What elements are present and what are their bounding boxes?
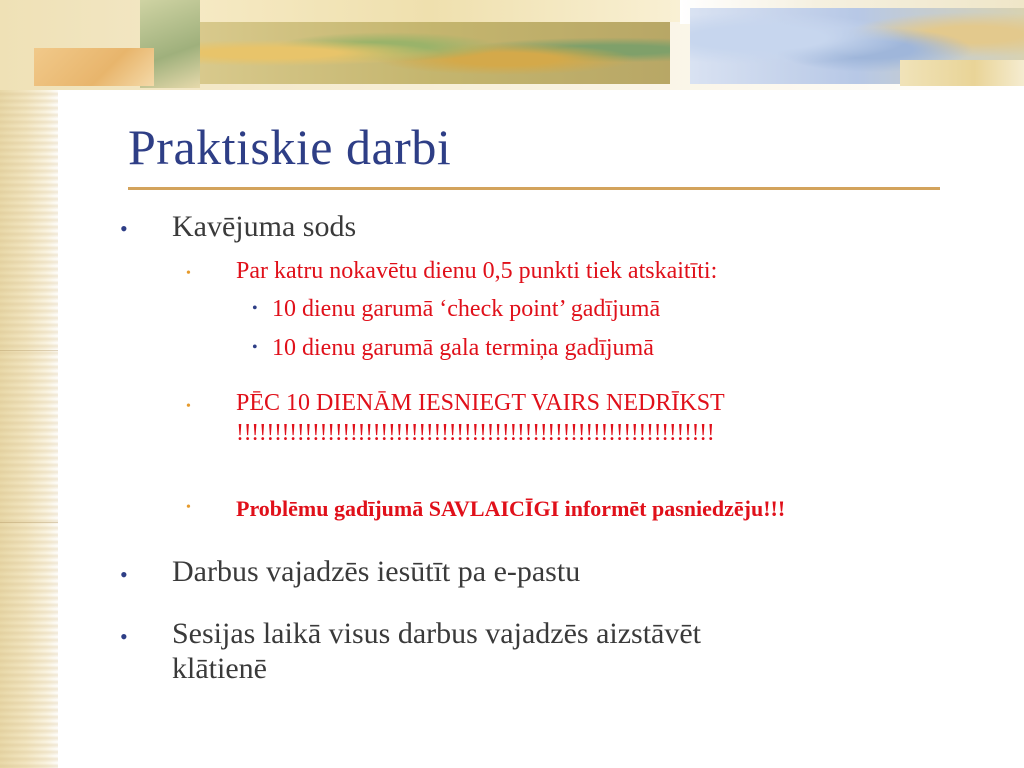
bullet-dot: • (120, 216, 128, 241)
bullet-dot: • (186, 500, 191, 515)
bullet-item: Problēmu gadījumā SAVLAICĪGI informēt pasniedzēju!!! (236, 496, 786, 521)
bullet-item: Kavējuma sods (172, 210, 357, 243)
bullet-dot: • (120, 624, 128, 649)
bullet-item-continuation: !!!!!!!!!!!!!!!!!!!!!!!!!!!!!!!!!!!!!!!!!!!!!!!!!!!!!!!!!!!!!!! (236, 420, 715, 446)
slide-title: Praktiskie darbi (128, 119, 452, 175)
bullet-item: Darbus vajadzēs iesūtīt pa e-pastu (172, 555, 581, 588)
bullet-item: 10 dienu garumā ‘check point’ gadījumā (272, 296, 661, 322)
bullet-dot: • (252, 339, 258, 356)
bullet-dot: • (120, 562, 128, 587)
bullet-dot: • (186, 266, 191, 281)
bullet-dot: • (186, 399, 191, 414)
bullet-item: 10 dienu garumā gala termiņa gadījumā (272, 335, 654, 361)
bullet-dot: • (252, 300, 258, 317)
bullet-item: Par katru nokavētu dienu 0,5 punkti tiek atskaitīti: (236, 258, 718, 284)
bullet-item: PĒC 10 DIENĀM IESNIEGT VAIRS NEDRĪKST (236, 390, 725, 416)
bullet-item: Sesijas laikā visus darbus vajadzēs aizstāvēt (172, 617, 702, 650)
bullet-item-continuation: klātienē (172, 652, 267, 685)
